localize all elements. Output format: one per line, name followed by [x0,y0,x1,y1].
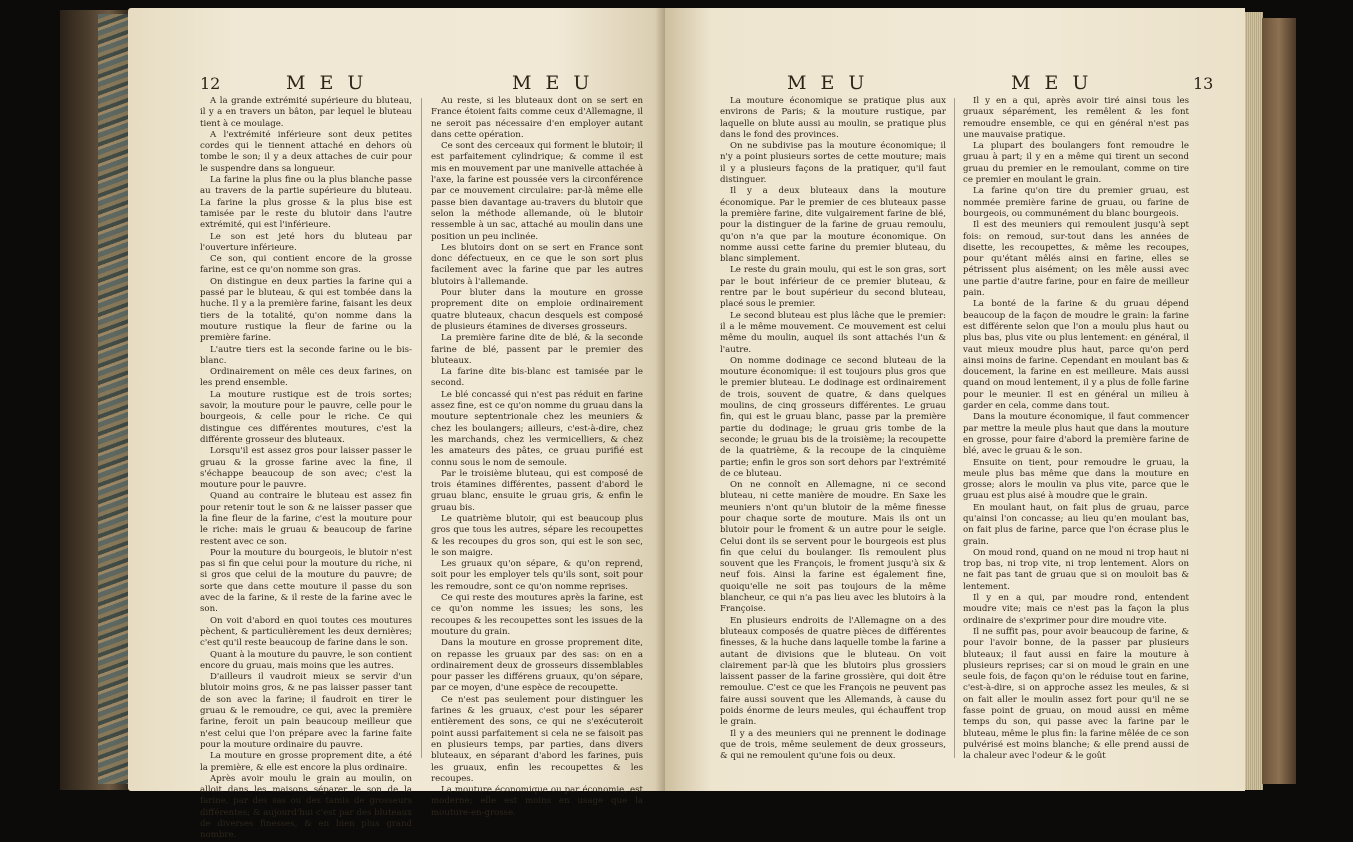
paragraph: Pour la mouture du bourgeois, le blutoir n'est pas si fin que celui pour la mouture du riche, ni si gros que celui de la mouture du pauvre; de sorte que dans cette mouture il passe du son avec de la farine, & il reste de la farine avec le son. [200,547,412,615]
paragraph: Le second bluteau est plus lâche que le premier: il a le même mouvement. Ce mouvement est celui même du moulin, auquel ils sont attachés l'un & l'autre. [720,310,946,355]
paragraph: La mouture économique ou par économie, est moderne; elle est moins en usage que la mouture-en-grosse. [431,785,643,818]
paragraph: On ne connoît en Allemagne, ni ce second bluteau, ni cette manière de moudre. En Saxe les meuniers n'ont qu'un blutoir de la même finesse pour chaque sorte de mouture. Mais ils ont un blutoir pour le froment & un autre pour le seigle. Celui dont ils se servent pour le bourgeois est plus fin que celui du boulanger. Ils remoulent plus souvent que les François, le froment jusqu'à six & neuf fois. Ainsi la farine est également fine, quoiqu'elle ne soit pas toujours de la même blancheur, ce qui n'a pas lieu avec les blutoirs à la Françoise. [720,480,946,615]
paragraph: Au reste, si les bluteaux dont on se sert en France étoient faits comme ceux d'Allemagne, il ne seroit pas nécessaire d'en employer autant dans cette opération. [431,96,643,140]
right-column-2 [963,96,1189,762]
paragraph: D'ailleurs il vaudroit mieux se servir d'un blutoir moins gros, & ne pas laisser passer tant de son avec la farine; il faudroit en tirer le gruau & le remoudre, ce qui, avec la première farine, feroit un pain beaucoup meilleur que n'est celui que l'on prépare avec la farine faite pour la mouture ordinaire du pauvre. [200,672,412,750]
paragraph: Dans la mouture économique, il faut commencer par mettre la meule plus haut que dans la mouture en grosse, pour faire d'abord la première farine de blé, avec le gruau & le son. [963,412,1189,457]
paragraph: Il est des meuniers qui remoulent jusqu'à sept fois: on remoud, sur-tout dans les années de disette, les recoupettes, & même les recoupes, pour qu'étant mêlés ainsi en farine, elles se pétrissent plus aisément; on les mêle aussi avec une partie d'autre farine, pour en faire de meilleur pain. [963,220,1189,299]
paragraph: La mouture économique se pratique plus aux environs de Paris; & la mouture rustique, par laquelle on blute aussi au moulin, se pratique plus dans le fond des provinces. [720,96,946,140]
paragraph: La plupart des boulangers font remoudre le gruau à part; il y en a même qui tirent un second gruau du premier en le remoulant, comme on tire ce premier en moulant le grain. [963,141,1189,186]
paragraph: Ordinairement on mêle ces deux farines, on les prend ensemble. [200,367,412,389]
paragraph: A l'extrémité inférieure sont deux petites cordes qui le tiennent attaché en dehors où tombe le son; il y a deux attaches de cuir pour le suspendre dans sa longueur. [200,129,412,174]
paragraph: Le quatrième blutoir, qui est beaucoup plus gros que tous les autres, sépare les recoupettes & les recoupes du gros son, qui est le son sec, le son maigre. [431,513,643,558]
paragraph: Il y en a qui, après avoir tiré ainsi tous les gruaux séparément, les remêlent & les font remoudre ensemble, ce qui en général n'est pas une mauvaise pratique. [963,96,1189,140]
left-column-1 [200,96,412,841]
left-page [128,8,665,841]
paragraph: A la grande extrémité supérieure du bluteau, il y a en travers un bâton, par lequel le bluteau tient à ce moulage. [200,96,412,129]
paragraph: L'autre tiers est la seconde farine ou le bis-blanc. [200,344,412,366]
paragraph: La farine qu'on tire du premier gruau, est nommée première farine de gruau, ou farine de bourgeois, ou communément du blanc bourgeois. [963,186,1189,219]
paragraph: Pour bluter dans la mouture en grosse proprement dite on emploie ordinairement quatre bluteaux, chacun desquels est composé de plusieurs étamines de diverses grosseurs. [431,288,643,332]
paragraph: On distingue en deux parties la farine qui a passé par le bluteau, & qui est tombée dans la huche. Il y a la première farine, faisant les deux tiers de la totalité, qu'on nomme dans la mouture rustique la fleur de farine ou la première farine. [200,276,412,344]
right-running-head: M E U [787,72,869,94]
paragraph: Quand au contraire le bluteau est assez fin pour retenir tout le son & ne laisser passer que la fine fleur de la farine, c'est la mouture pour le riche: mais le gruau & beaucoup de farine restent avec ce son. [200,491,412,547]
paragraph: On moud rond, quand on ne moud ni trop haut ni trop bas, ni trop vite, ni trop lentement. Alors on ne fait pas tant de gruau que si on mouloit bas & lentement. [963,547,1189,592]
right-page [665,8,1245,791]
paragraph: Ce son, qui contient encore de la grosse farine, est ce qu'on nomme son gras. [200,254,412,276]
paragraph: Lorsqu'il est assez gros pour laisser passer le gruau & la grosse farine avec la fine, il s'échappe beaucoup de son avec; c'est la mouture pour le pauvre. [200,446,412,491]
left-marbled-endpaper [98,14,130,784]
right-page-number: 13 [1193,74,1214,93]
paragraph: Il y en a qui, par moudre rond, entendent moudre vite; mais ce n'est pas la façon la plus ordinaire de s'exprimer pour dire moudre vite. [963,593,1189,626]
paragraph: La mouture en grosse proprement dite, a été la première, & elle est encore la plus ordinaire. [200,751,412,773]
left-column-rule [421,98,422,758]
paragraph: On ne subdivise pas la mouture économique; il n'y a point plusieurs sortes de cette mouture; mais il y a plusieurs façons de la pratiquer, qu'il faut distinguer. [720,141,946,186]
right-board-edge [1262,18,1296,784]
paragraph: Ce sont des cerceaux qui forment le blutoir; il est parfaitement cylindrique; & comme il est mis en mouvement par une manivelle attachée à l'axe, la farine est poussée vers la circonférence par ce mouvement circulaire: par-là même elle passe bien davantage au-travers du blutoir que selon la méthode allemande, où le blutoir ressemble à un sac, attaché au moulin dans une position un peu inclinée. [431,141,643,242]
paragraph: La première farine dite de blé, & la seconde farine de blé, passent par le premier des bluteaux. [431,333,643,366]
paragraph: Après avoir moulu le grain au moulin, on alloit dans les maisons séparer le son de la farine, par des sas ou des tamis de grosseurs différentes; & aujourd'hui c'est par des bluteaux de diverses finesses, & en bien plus grand nombre. [200,773,412,841]
paragraph: Le son est jeté hors du bluteau par l'ouverture inférieure. [200,231,412,253]
paragraph: Ce n'est pas seulement pour distinguer les farines & les gruaux, c'est pour les séparer entièrement des sons, ce qui ne s'exécuteroit point aussi parfaitement si cela ne se faisoit pas en plusieurs temps, par parties, dans divers bluteaux, en séparant d'abord les farines, puis les gruaux, enfin les recoupettes & les recoupes. [431,694,643,784]
left-running-head-2: M E U [512,72,594,94]
paragraph: Il y a deux bluteaux dans la mouture économique. Par le premier de ces bluteaux passe la première farine, dite vulgairement farine de blé, pour la distinguer de la farine de gruau remoulu, qu'on n'a que par la mouture économique. On nomme aussi cette farine du premier bluteau, du blanc simplement. [720,186,946,265]
paragraph: Par le troisième bluteau, qui est composé de trois étamines différentes, passent d'abord le gruau blanc, ensuite le gruau gris, & enfin le gruau bis. [431,468,643,513]
right-column-rule [954,98,955,758]
left-running-head: M E U [286,72,368,94]
left-column-2 [431,96,643,818]
paragraph: La farine la plus fine ou la plus blanche passe au travers de la partie supérieure du bluteau. La farine la plus grosse & la plus bise est tamisée par le reste du blutoir dans l'autre extrémité, qui est l'inférieure. [200,175,412,231]
paragraph: En plusieurs endroits de l'Allemagne on a des bluteaux composés de quatre pièces de différentes finesses, & la huche dans laquelle tombe la farine a autant de divisions que le bluteau. On voit clairement par-là que les blutoirs plus grossiers laissent passer de la farine grossière, qui doit être remoulue. C'est ce que les François ne peuvent pas faire aussi souvent que les Allemands, à cause du poids énorme de leurs meules, qui échauffent trop le grain. [720,615,946,728]
left-page-number: 12 [200,74,221,93]
paragraph: Il ne suffit pas, pour avoir beaucoup de farine, & pour l'avoir bonne, de la passer par plusieurs bluteaux; il faut aussi en faire la mouture à plusieurs reprises; car si on moud le grain en une seule fois, de façon qu'on le réduise tout en farine, c'est-à-dire, si on approche assez les meules, & si on fait aller le moulin assez fort pour qu'il ne se fasse point de gruau, on moud aussi en même temps du son, qui passe avec la farine par le bluteau, même le plus fin: la farine mêlée de ce son pulvérisé est moins blanche; & elle prend aussi de la chaleur avec l'odeur & le goût [963,626,1189,762]
paragraph: Ensuite on tient, pour remoudre le gruau, la meule plus bas même que dans la mouture en grosse; alors le moulin va plus vite, parce que le gruau est plus aisé à moudre que le grain. [963,457,1189,502]
paragraph: Le reste du grain moulu, qui est le son gras, sort par le bout inférieur de ce premier bluteau, & rentre par le bout supérieur du second bluteau, placé sous le premier. [720,265,946,310]
right-running-head-2: M E U [1011,72,1093,94]
paragraph: En moulant haut, on fait plus de gruau, parce qu'ainsi l'on concasse; au lieu qu'en moulant bas, on fait plus de farine, parce que l'on écrase plus le grain. [963,502,1189,547]
right-column-1 [720,96,946,762]
paragraph: Le blé concassé qui n'est pas réduit en farine assez fine, est ce qu'on nomme du gruau dans la mouture septentrionale chez les meuniers & chez les boulangers; ailleurs, c'est-à-dire, chez les marchands, chez les vermicelliers, & chez les amateurs des pâtes, ce gruau purifié est connu sous le nom de semoule. [431,389,643,468]
paragraph: Ce qui reste des moutures après la farine, est ce qu'on nomme les issues; les sons, les recoupes & les recoupettes sont les issues de la mouture du grain. [431,593,643,637]
paragraph: La bonté de la farine & du gruau dépend beaucoup de la façon de moudre le grain: la farine est différente selon que l'on a moulu plus haut ou plus bas, plus vite ou plus lentement: en général, il vaut mieux moudre plus haut, parce qu'on perd ainsi moins de farine. Cependant en moulant bas & doucement, la farine en est meilleure. Mais aussi quand on moud lentement, il y a plus de folle farine pour le meunier. Il est en général un milieu à garder en cela, comme dans tout. [963,299,1189,412]
paragraph: On voit d'abord en quoi toutes ces moutures pèchent, & particulièrement les deux dernières; c'est qu'il reste beaucoup de farine dans le son. [200,615,412,649]
right-page-stack [1243,12,1263,790]
paragraph: Il y a des meuniers qui ne prennent le dodinage que de trois, même seulement de deux grosseurs, & qui ne remoulent qu'une fois ou deux. [720,728,946,762]
paragraph: Quant à la mouture du pauvre, le son contient encore du gruau, mais moins que les autres. [200,649,412,671]
paragraph: La farine dite bis-blanc est tamisée par le second. [431,367,643,389]
paragraph: La mouture rustique est de trois sortes; savoir, la mouture pour le pauvre, celle pour le bourgeois, & celle pour le riche. Ce qui distingue ces différentes moutures, c'est la différente grosseur des bluteaux. [200,389,412,445]
paragraph: Les gruaux qu'on sépare, & qu'on reprend, soit pour les employer tels qu'ils sont, soit pour les remoudre, sont ce qu'on nomme reprises. [431,559,643,592]
paragraph: Dans la mouture en grosse proprement dite, on repasse les gruaux par des sas: on en a ordinairement deux de grosseurs dissemblables pour passer les différens gruaux, qu'on sépare, par ce moyen, d'une espèce de recoupette. [431,638,643,694]
paragraph: Les blutoirs dont on se sert en France sont donc défectueux, en ce que le son sort plus facilement avec la farine que par les autres blutoirs à l'allemande. [431,242,643,287]
paragraph: On nomme dodinage ce second bluteau de la mouture économique: il est toujours plus gros que le premier bluteau. Le dodinage est ordinairement de trois, souvent de quatre, & dans quelques moulins, de cinq grosseurs différentes. Le gruau fin, qui est le gruau blanc, passe par la première partie du dodinage; le gruau gris tombe de la seconde; le gruau bis de la troisième; la recoupette de la quatrième, & la recoupe de la cinquième partie; enfin le gros son sort dehors par l'extrémité de ce bluteau. [720,355,946,479]
